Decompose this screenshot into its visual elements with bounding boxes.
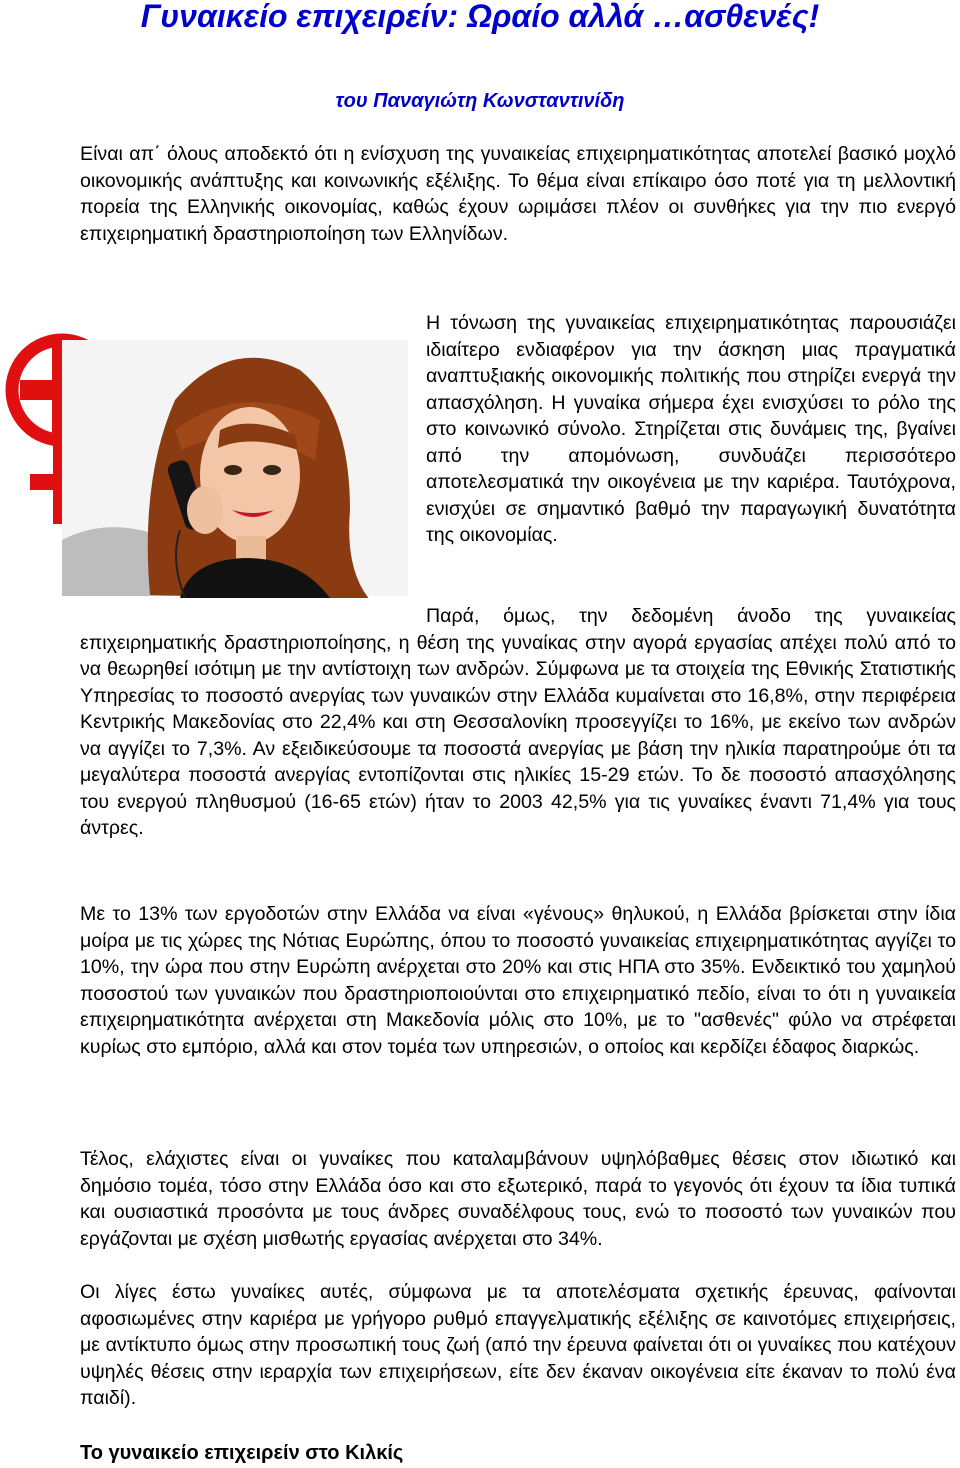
intro-paragraph: Είναι απ΄ όλους αποδεκτό ότι η ενίσχυση της γυναικείας επιχειρηματικότητας αποτελεί βασικό μοχλό οικονομικής ανάπτυξης και κοινωνικής εξέλιξης. Το θέμα είναι επίκαιρο όσο ποτέ για τη μελλοντική πορεία της Ελληνικής οικονομίας, καθώς έχουν ωριμάσει πλέον οι συνθήκες για την πιο ενεργό επιχειρηματική δραστηριοποίηση των Ελληνίδων.: [80, 143, 956, 245]
page-title: Γυναικείο επιχειρείν: Ωραίο αλλά …ασθενές!: [140, 0, 820, 34]
employers-paragraph: Με το 13% των εργοδοτών στην Ελλάδα να είναι «γένους» θηλυκού, η Ελλάδα βρίσκεται στην ίδια μοίρα με τις χώρες της Νότιας Ευρώπης, όπου το ποσοστό γυναικείας επιχειρηματικότητας αγγίζει το 10%, την ώρα που στην Ευρώπη ανέρχεται στο 20% και στις ΗΠΑ στο 35%. Ενδεικτικό του χαμηλού ποσοστού των γυναικών που δραστηριοποιούνται στο επιχειρηματικό πεδίο, είναι το ότι η γυναικεία επιχειρηματικότητα ανέρχεται στη Μακεδονία μόλις στο 10%, με το "ασθενές" φύλο να στρέφεται κυρίως στο εμπόριο, αλλά και στον τομέα των υπηρεσιών, ο οποίος και κερδίζει έδαφος διαρκώς.: [80, 903, 956, 1058]
section-heading: Το γυναικείο επιχειρείν στο Κιλκίς: [80, 1442, 404, 1464]
author-byline: του Παναγιώτη Κωνσταντινίδη: [335, 90, 625, 112]
woman-on-phone-image: [0, 310, 420, 598]
photo-side-paragraph: Η τόνωση της γυναικείας επιχειρηματικότητας παρουσιάζει ιδιαίτερο ενδιαφέρον για την άσκηση μιας πραγματικά αναπτυξιακής οικονομικής πολιτικής που στηρίζει ενεργά την απασχόληση. Η γυναίκα σήμερα έχει ενισχύσει το ρόλο της στο κοινωνικό σύνολο. Στηρίζεται στις δυνάμεις της, βγαίνει από την απομόνωση, συνδυάζει περισσότερο αποτελεσματικά την οικογένεια με την καριέρα. Ταυτόχρονα, ενισχύει σε σημαντικό βαθμό την παραγωγική δυνατότητα της οικονομίας.: [426, 312, 956, 546]
survey-paragraph: Οι λίγες έστω γυναίκες αυτές, σύμφωνα με τα αποτελέσματα σχετικής έρευνας, φαίνονται αφοσιωμένες στην καριέρα με γρήγορο ρυθμό επαγγελματικής εξέλιξης σε καινοτόμες επιχειρήσεις, με αντίκτυπο όμως στην προσωπική τους ζωή (από την έρευνα φαίνεται ότι οι γυναίκες που κατέχουν υψηλές θέσεις στην ιεραρχία των επιχειρήσεων, είτε δεν έκαναν οικογένεια είτε έκαναν το πολύ ένα παιδί).: [80, 1281, 956, 1409]
unemployment-paragraph: Παρά, όμως, την δεδομένη άνοδο της γυναικείας επιχειρηματικής δραστηριοποίησης, η θέση της γυναίκας στην αγορά εργασίας απέχει πολύ από το να θεωρηθεί ισότιμη με την αντίστοιχη των ανδρών. Σύμφωνα με τα στοιχεία της Εθνικής Στατιστικής Υπηρεσίας το ποσοστό ανεργίας των γυναικών στην Ελλάδα κυμαίνεται στο 16,8%, στην περιφέρεια Κεντρικής Μακεδονίας στο 22,4% και στη Θεσσαλονίκη προσεγγίζει το 16%, με εκείνο των ανδρών να αγγίζει το 7,3%. Αν εξειδικεύσουμε τα ποσοστά ανεργίας με βάση την ηλικία παρατηρούμε ότι τα μεγαλύτερα ποσοστά ανεργίας εντοπίζονται στις ηλικίες 15-29 ετών. Το δε ποσοστό απασχόλησης του ενεργού πληθυσμού (16-65 ετών) ήταν το 2003 42,5% για τις γυναίκες έναντι 71,4% για τους άντρες.: [80, 605, 956, 839]
executives-paragraph: Τέλος, ελάχιστες είναι οι γυναίκες που καταλαμβάνουν υψηλόβαθμες θέσεις στον ιδιωτικό και δημόσιο τομέα, τόσο στην Ελλάδα όσο και στο εξωτερικό, παρά το γεγονός ότι έχουν τα ίδια τυπικά και ουσιαστικά προσόντα με τους άνδρες συναδέλφους τους, ενώ το ποσοστό των γυναικών που εργάζονται με σχέση μισθωτής εργασίας ανέρχεται στο 34%.: [80, 1148, 956, 1250]
